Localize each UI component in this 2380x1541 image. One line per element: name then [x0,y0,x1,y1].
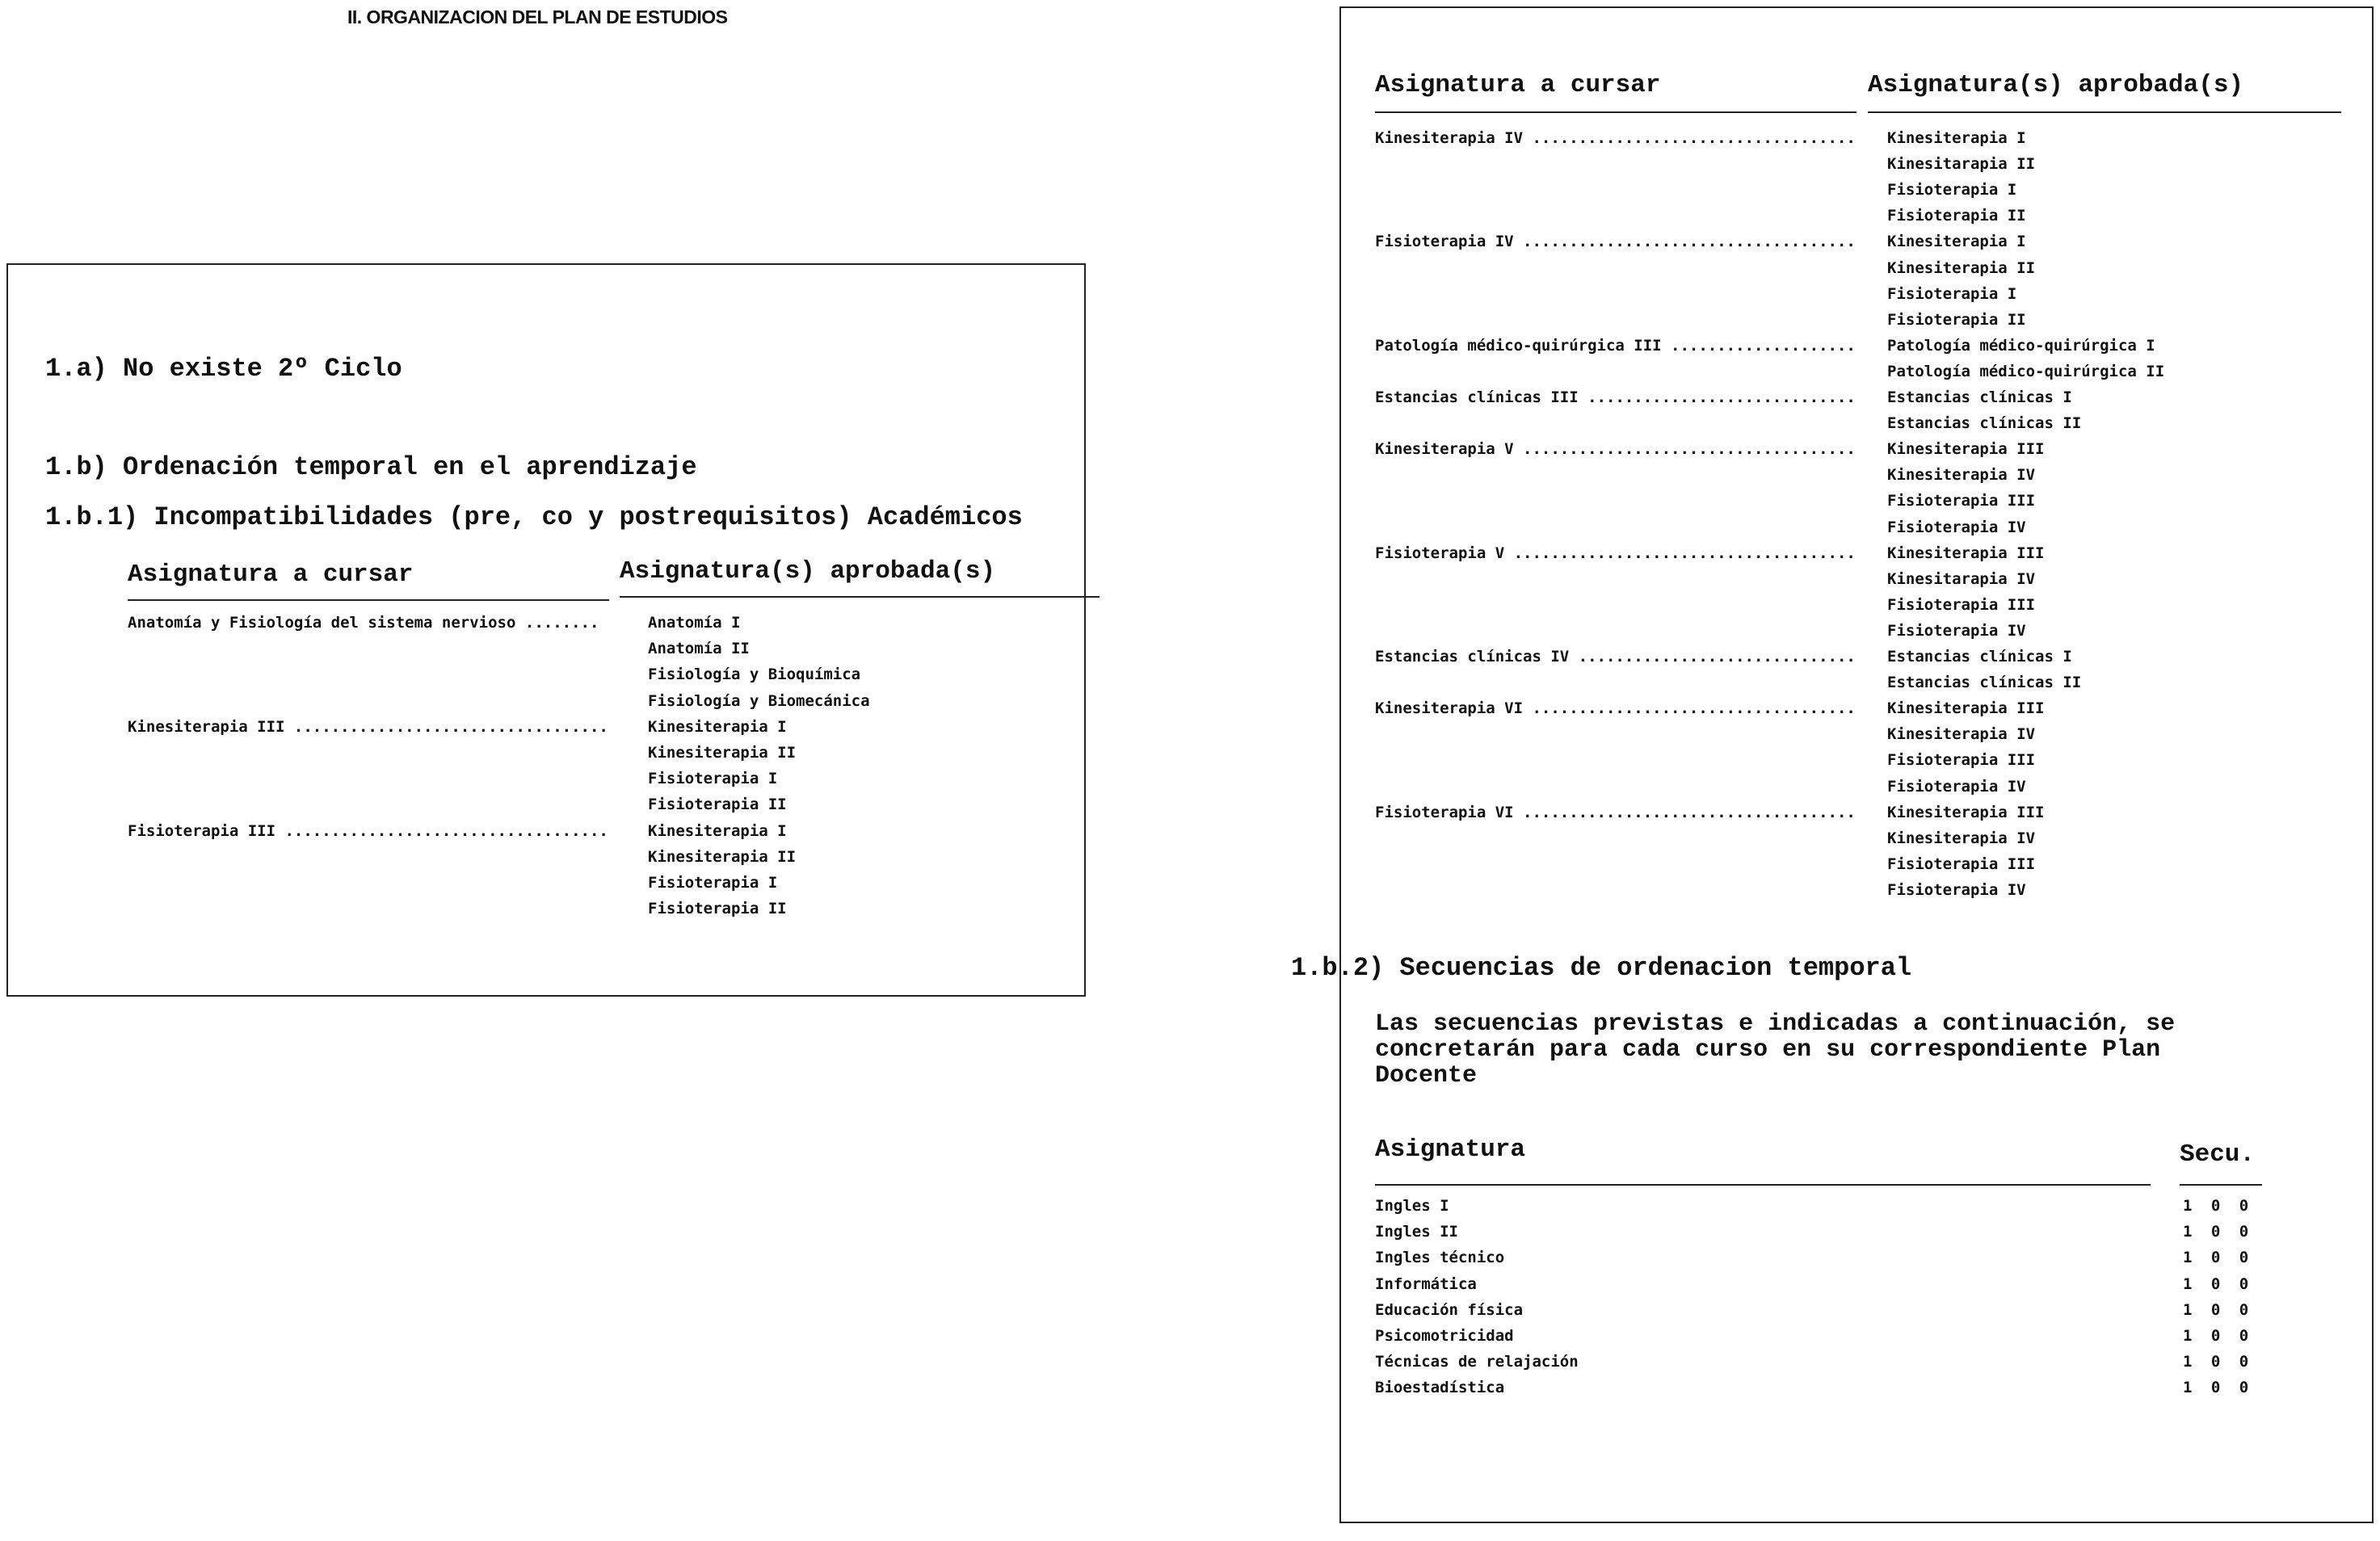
required-subject: Fisioterapia I [648,874,778,892]
required-subject: Fisioterapia II [648,796,787,814]
required-subject: Kinesiterapia II [648,744,797,762]
right-panel [1291,6,2374,1523]
required-subject: Fisioterapia III [1887,854,2036,873]
subject-name: Kinesiterapia IV ................................... [1375,129,1856,147]
sequence-subject: Informática [1375,1274,1477,1293]
left-panel [6,263,1086,997]
prerequisite-table [1375,129,2344,921]
subject-name: Kinesiterapia V .................................... [1375,440,1856,459]
subject-name: Fisioterapia V ..................................... [1375,544,1856,562]
subject-name: Kinesiterapia VI ................................... [1375,699,1856,718]
subject-name: Estancias clínicas III ............................. [1375,388,1856,406]
column-header-subject: Asignatura a cursar [128,561,414,589]
sequence-value: 1 0 0 [2183,1274,2254,1293]
section-1a-heading: 1.a) No existe 2º Ciclo [45,354,402,384]
required-subject: Anatomía I [648,614,741,632]
required-subject: Fisiología y Biomecánica [648,691,870,710]
sequence-rule-secu [2180,1184,2262,1186]
sequence-value: 1 0 0 [2183,1353,2254,1371]
column-header-subject: Asignatura a cursar [1375,71,1661,99]
subject-name: Fisioterapia VI .................................... [1375,803,1856,821]
required-subject: Kinesiterapia IV [1887,725,2036,744]
sequence-subject: Psicomotricidad [1375,1327,1514,1345]
page-header: II. ORGANIZACION DEL PLAN DE ESTUDIOS [347,6,728,27]
subject-name: Estancias clínicas IV .............................. [1375,648,1856,666]
required-subject: Fisioterapia III [1887,492,2036,510]
sequence-rule-subject [1375,1184,2151,1186]
sequence-subject: Educación física [1375,1300,1524,1319]
sequence-column-subject: Asignatura [1375,1136,1526,1164]
sequence-subject: Ingles I [1375,1197,1449,1215]
required-subject: Kinesiterapia II [648,847,797,866]
sequence-value: 1 0 0 [2183,1223,2254,1241]
section-1b1-heading: 1.b.1) Incompatibilidades (pre, co y postrequisitos) Académicos [45,502,1023,532]
header-rule-subject [128,599,609,601]
description-line: Las secuencias previstas e indicadas a continuación, se [1375,1010,2176,1038]
column-header-passed: Asignatura(s) aprobada(s) [1868,71,2244,99]
required-subject: Kinesiterapia II [1887,258,2036,277]
subject-name: Kinesiterapia III .................................. [128,717,608,736]
required-subject: Fisioterapia II [1887,310,2026,329]
required-subject: Kinesiterapia III [1887,803,2045,821]
required-subject: Kinesiterapia III [1887,699,2045,718]
description-line: concretarán para cada curso en su correspondiente Plan [1375,1036,2161,1064]
required-subject: Fisioterapia II [1887,207,2026,225]
header-rule-passed [1868,111,2341,113]
sequence-value: 1 0 0 [2183,1327,2254,1345]
required-subject: Estancias clínicas II [1887,414,2082,433]
required-subject: Kinesiterapia IV [1887,466,2036,485]
required-subject: Kinesiterapia III [1887,544,2045,562]
required-subject: Kinesiterapia I [1887,233,2026,251]
required-subject: Estancias clínicas I [1887,648,2072,666]
required-subject: Kinesitarapia IV [1887,569,2036,588]
header-rule-subject [1375,111,1856,113]
required-subject: Fisioterapia III [1887,595,2036,614]
required-subject: Anatomía II [648,640,750,658]
sequence-subject: Ingles II [1375,1223,1458,1241]
subject-name: Anatomía y Fisiología del sistema nervioso ........ [128,614,599,632]
sequence-value: 1 0 0 [2183,1197,2254,1215]
required-subject: Kinesiterapia I [1887,129,2026,147]
required-subject: Fisioterapia IV [1887,880,2026,899]
required-subject: Fisioterapia I [1887,181,2017,199]
required-subject: Fisioterapia IV [1887,518,2026,536]
sequence-value: 1 0 0 [2183,1300,2254,1319]
subject-name: Patología médico-quirúrgica III .................... [1375,336,1856,355]
required-subject: Kinesiterapia III [1887,440,2045,459]
required-subject: Kinesitarapia II [1887,155,2036,174]
header-rule-passed [620,596,1100,598]
column-header-passed: Asignatura(s) aprobada(s) [620,557,996,586]
section-1b2-heading: 1.b.2) Secuencias de ordenacion temporal [1291,953,1912,983]
section-1b-heading: 1.b) Ordenación temporal en el aprendizaje [45,452,697,482]
sequence-subject: Ingles técnico [1375,1249,1505,1267]
required-subject: Kinesiterapia I [648,717,787,736]
required-subject: Fisiología y Bioquímica [648,666,861,684]
subject-name: Fisioterapia III ................................... [128,821,608,840]
required-subject: Estancias clínicas II [1887,674,2082,692]
sequence-subject: Técnicas de relajación [1375,1353,1579,1371]
sequence-value: 1 0 0 [2183,1379,2254,1397]
required-subject: Fisioterapia IV [1887,621,2026,640]
required-subject: Fisioterapia III [1887,751,2036,770]
sequence-value: 1 0 0 [2183,1249,2254,1267]
sequence-table [1375,1197,2304,1423]
required-subject: Kinesiterapia I [648,821,787,840]
required-subject: Fisioterapia II [648,900,787,918]
required-subject: Patología médico-quirúrgica I [1887,336,2155,355]
prerequisite-table [128,614,1016,969]
required-subject: Fisioterapia IV [1887,777,2026,796]
sequence-column-secu: Secu. [2180,1140,2256,1169]
description-line: Docente [1375,1062,1478,1090]
required-subject: Fisioterapia I [1887,284,2017,303]
sequence-description [1375,1011,2175,1089]
required-subject: Fisioterapia I [648,770,778,788]
required-subject: Kinesiterapia IV [1887,829,2036,847]
sequence-subject: Bioestadística [1375,1379,1505,1397]
required-subject: Patología médico-quirúrgica II [1887,362,2165,380]
required-subject: Estancias clínicas I [1887,388,2072,406]
subject-name: Fisioterapia IV .................................... [1375,233,1856,251]
